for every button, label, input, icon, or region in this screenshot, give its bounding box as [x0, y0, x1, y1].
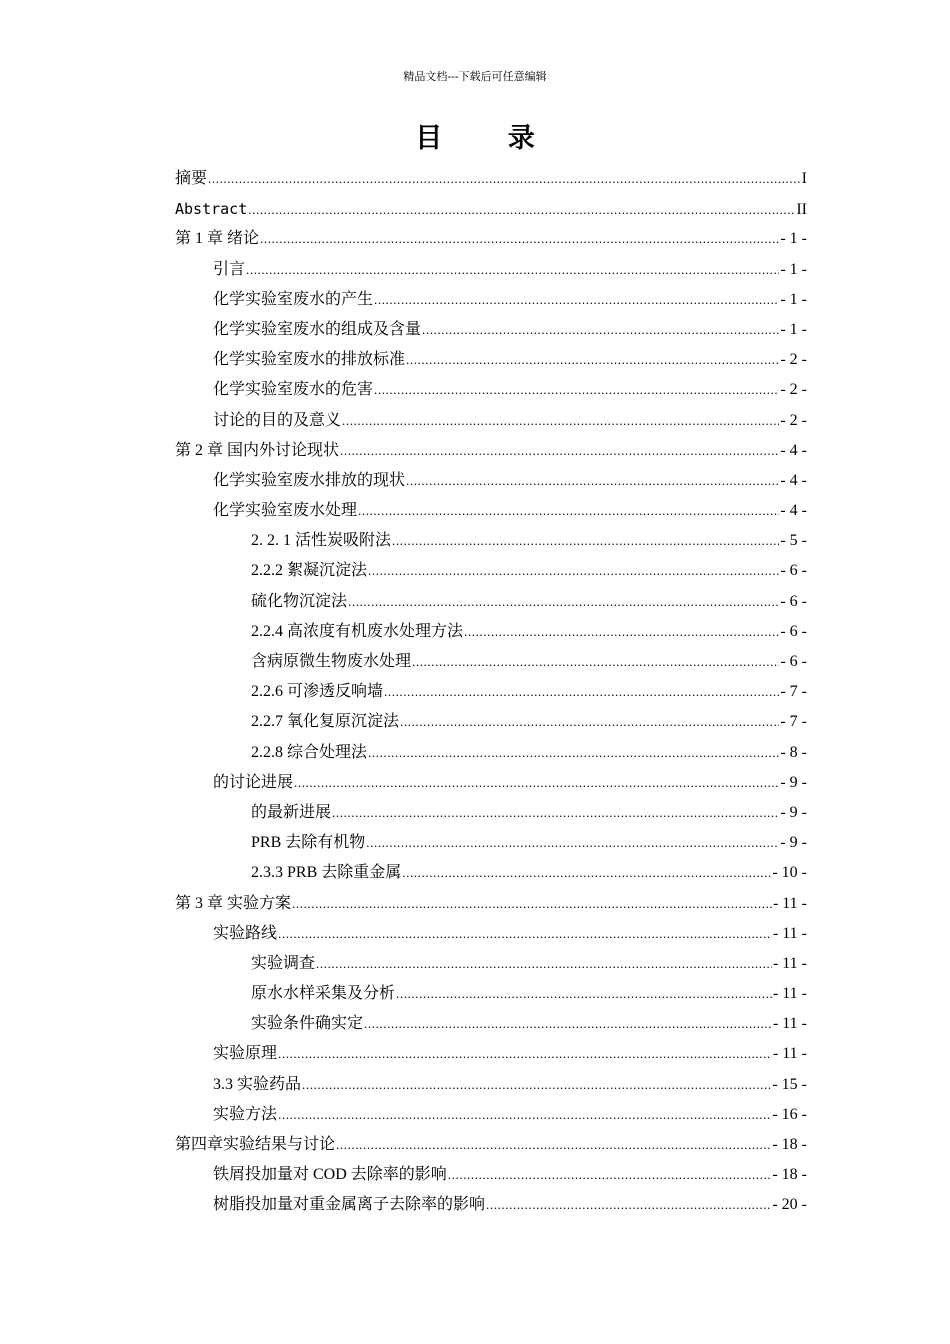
toc-entry[interactable] — [175, 466, 807, 496]
toc-entry[interactable] — [175, 1190, 807, 1220]
toc-entry-page: - 18 - — [772, 1136, 807, 1153]
toc-entry-label: 原水水样采集及分析 — [251, 985, 396, 1003]
toc-entry[interactable] — [175, 255, 807, 285]
toc-entry-label: 化学实验室废水的组成及含量 — [213, 320, 422, 338]
toc-dot-leader — [400, 707, 779, 737]
toc-dot-leader — [278, 919, 772, 949]
toc-entry[interactable] — [175, 828, 807, 858]
toc-entry[interactable] — [175, 375, 807, 405]
toc-dot-leader — [294, 768, 779, 798]
page-title: 目 录 — [415, 123, 563, 154]
toc-entry[interactable] — [175, 1130, 807, 1160]
toc-entry-page: - 10 - — [772, 864, 807, 882]
toc-entry[interactable] — [175, 526, 807, 556]
toc-dot-leader — [246, 255, 779, 285]
toc-entry[interactable] — [175, 707, 807, 737]
toc-entry[interactable] — [175, 858, 807, 888]
toc-entry[interactable] — [175, 436, 807, 466]
toc-entry[interactable] — [175, 496, 807, 526]
toc-entry[interactable] — [175, 1070, 807, 1100]
toc-dot-leader — [316, 949, 772, 979]
toc-entry-label: 2.2.4 高浓度有机废水处理方法 — [251, 622, 464, 640]
toc-entry-page: - 18 - — [772, 1166, 807, 1184]
toc-entry-label: 化学实验室废水的产生 — [213, 290, 374, 308]
toc-entry[interactable] — [175, 768, 807, 798]
toc-entry-page: - 2 - — [780, 351, 807, 369]
toc-entry-label: PRB 去除有机物 — [251, 834, 366, 852]
toc-entry-label: 实验条件确实定 — [251, 1015, 364, 1033]
toc-dot-leader — [260, 224, 779, 254]
toc-entry-label: 含病原微生物废水处理 — [251, 653, 412, 670]
toc-entry-label: 实验原理 — [213, 1045, 278, 1063]
toc-dot-leader — [292, 889, 772, 919]
toc-entry-page: - 7 - — [780, 683, 807, 701]
toc-dot-leader — [340, 436, 779, 466]
toc-entry-page: - 11 - — [772, 985, 807, 1003]
toc-entry[interactable] — [175, 949, 807, 979]
toc-entry-label: 实验调查 — [251, 954, 316, 972]
toc-entry-label: 铁屑投加量对 COD 去除率的影响 — [213, 1166, 447, 1184]
toc-dot-leader — [302, 1070, 771, 1100]
toc-dot-leader — [448, 1160, 772, 1190]
toc-entry-page: - 5 - — [780, 532, 807, 550]
toc-entry-label: 化学实验室废水的危害 — [213, 381, 374, 399]
toc-dot-leader — [384, 677, 779, 707]
toc-dot-leader — [486, 1190, 771, 1220]
toc-entry-label: 第四章实验结果与讨论 — [175, 1136, 336, 1153]
toc-entry-label: 2.2.8 综合处理法 — [251, 743, 368, 761]
toc-dot-leader — [278, 1039, 772, 1069]
toc-entry-label: 讨论的目的及意义 — [213, 411, 342, 429]
toc-entry[interactable] — [175, 194, 807, 224]
toc-entry-label: 的最新进展 — [251, 803, 332, 821]
toc-entry[interactable] — [175, 285, 807, 315]
toc-entry-page: - 2 - — [780, 381, 807, 399]
toc-entry[interactable] — [175, 738, 807, 768]
toc-entry-page: I — [801, 170, 807, 187]
toc-entry[interactable] — [175, 1009, 807, 1039]
toc-entry-label: 树脂投加量对重金属离子去除率的影响 — [213, 1196, 486, 1214]
toc-entry-label: 第 2 章 国内外讨论现状 — [175, 441, 340, 459]
toc-dot-leader — [364, 1009, 772, 1039]
toc-dot-leader — [368, 556, 779, 586]
toc-dot-leader — [422, 315, 779, 345]
toc-entry-page: - 4 - — [780, 441, 807, 459]
toc-entry[interactable] — [175, 677, 807, 707]
toc-entry[interactable] — [175, 647, 807, 677]
toc-entry-label: 化学实验室废水处理 — [213, 502, 358, 520]
toc-entry-page: - 11 - — [772, 1015, 807, 1033]
toc-entry-page: - 6 - — [780, 653, 807, 670]
toc-entry-page: - 4 - — [780, 471, 807, 489]
toc-entry-page: - 11 - — [772, 894, 807, 912]
toc-entry-label: 2. 2. 1 活性炭吸附法 — [251, 532, 392, 550]
toc-entry-page: - 1 - — [780, 260, 807, 278]
toc-entry[interactable] — [175, 164, 807, 194]
toc-entry-page: - 9 - — [780, 773, 807, 791]
toc-entry-page: - 1 - — [780, 320, 807, 338]
toc-entry-page: - 2 - — [780, 411, 807, 429]
toc-entry-label: Abstract — [175, 200, 248, 219]
toc-entry[interactable] — [175, 587, 807, 617]
toc-entry-page: - 11 - — [772, 1045, 807, 1063]
toc-dot-leader — [374, 285, 779, 315]
toc-entry-page: - 11 - — [772, 954, 807, 972]
toc-dot-leader — [348, 587, 779, 617]
toc-entry[interactable] — [175, 315, 807, 345]
toc-dot-leader — [406, 466, 779, 496]
toc-entry-label: 第 1 章 绪论 — [175, 230, 260, 248]
toc-entry-page: - 15 - — [772, 1075, 807, 1093]
toc-entry[interactable] — [175, 406, 807, 436]
toc-dot-leader — [402, 858, 771, 888]
toc-entry[interactable] — [175, 1100, 807, 1130]
toc-entry-page: - 20 - — [772, 1196, 807, 1214]
toc-entry[interactable] — [175, 1160, 807, 1190]
toc-entry-label: 2.2.2 絮凝沉淀法 — [251, 562, 368, 580]
toc-entry-label: 实验方法 — [213, 1105, 278, 1123]
toc-entry[interactable] — [175, 889, 807, 919]
toc-dot-leader — [412, 647, 779, 677]
toc-entry-label: 化学实验室废水的排放标准 — [213, 351, 406, 369]
toc-entry-label: 第 3 章 实验方案 — [175, 894, 292, 912]
toc-entry-label: 实验路线 — [213, 924, 278, 942]
toc-dot-leader — [368, 738, 779, 768]
toc-dot-leader — [336, 1130, 771, 1160]
toc-entry-page: - 11 - — [772, 924, 807, 942]
toc-entry-page: - 16 - — [772, 1105, 807, 1123]
toc-entry-page: II — [796, 201, 807, 219]
toc-entry-label: 2.3.3 PRB 去除重金属 — [251, 864, 402, 882]
toc-entry-label: 摘要 — [175, 170, 208, 187]
toc-dot-leader — [278, 1100, 771, 1130]
toc-entry-page: - 9 - — [780, 834, 807, 852]
toc-entry-page: - 1 - — [780, 290, 807, 308]
toc-entry-label: 化学实验室废水排放的现状 — [213, 471, 406, 489]
toc-entry-page: - 6 - — [780, 592, 807, 610]
toc-entry-label: 引言 — [213, 260, 246, 278]
toc-dot-leader — [392, 526, 779, 556]
toc-dot-leader — [342, 406, 779, 436]
toc-entry-page: - 7 - — [780, 713, 807, 731]
toc-entry-page: - 6 - — [780, 622, 807, 640]
toc-dot-leader — [396, 979, 772, 1009]
toc-dot-leader — [358, 496, 779, 526]
toc-entry-page: - 8 - — [780, 743, 807, 761]
toc-dot-leader — [464, 617, 779, 647]
toc-entry[interactable] — [175, 556, 807, 586]
table-of-contents — [175, 164, 807, 1221]
toc-dot-leader — [374, 375, 779, 405]
toc-entry[interactable] — [175, 617, 807, 647]
toc-entry[interactable] — [175, 979, 807, 1009]
toc-entry-label: 硫化物沉淀法 — [251, 592, 348, 610]
toc-dot-leader — [332, 798, 779, 828]
page-header: 精品文档---下载后可任意编辑 — [403, 70, 547, 83]
toc-entry-page: - 4 - — [780, 502, 807, 520]
toc-entry[interactable] — [175, 1039, 807, 1069]
toc-dot-leader — [248, 195, 795, 225]
toc-entry-label: 3.3 实验药品 — [213, 1075, 302, 1093]
toc-entry-page: - 9 - — [780, 803, 807, 821]
toc-entry-label: 的讨论进展 — [213, 773, 294, 791]
toc-entry-page: - 1 - — [780, 230, 807, 248]
toc-dot-leader — [366, 828, 779, 858]
toc-entry[interactable] — [175, 919, 807, 949]
toc-entry-label: 2.2.7 氧化复原沉淀法 — [251, 713, 400, 731]
toc-entry[interactable] — [175, 798, 807, 828]
toc-entry[interactable] — [175, 345, 807, 375]
toc-entry[interactable] — [175, 224, 807, 254]
toc-entry-label: 2.2.6 可渗透反响墙 — [251, 683, 384, 701]
toc-dot-leader — [208, 164, 801, 194]
toc-entry-page: - 6 - — [780, 562, 807, 580]
toc-dot-leader — [406, 345, 779, 375]
